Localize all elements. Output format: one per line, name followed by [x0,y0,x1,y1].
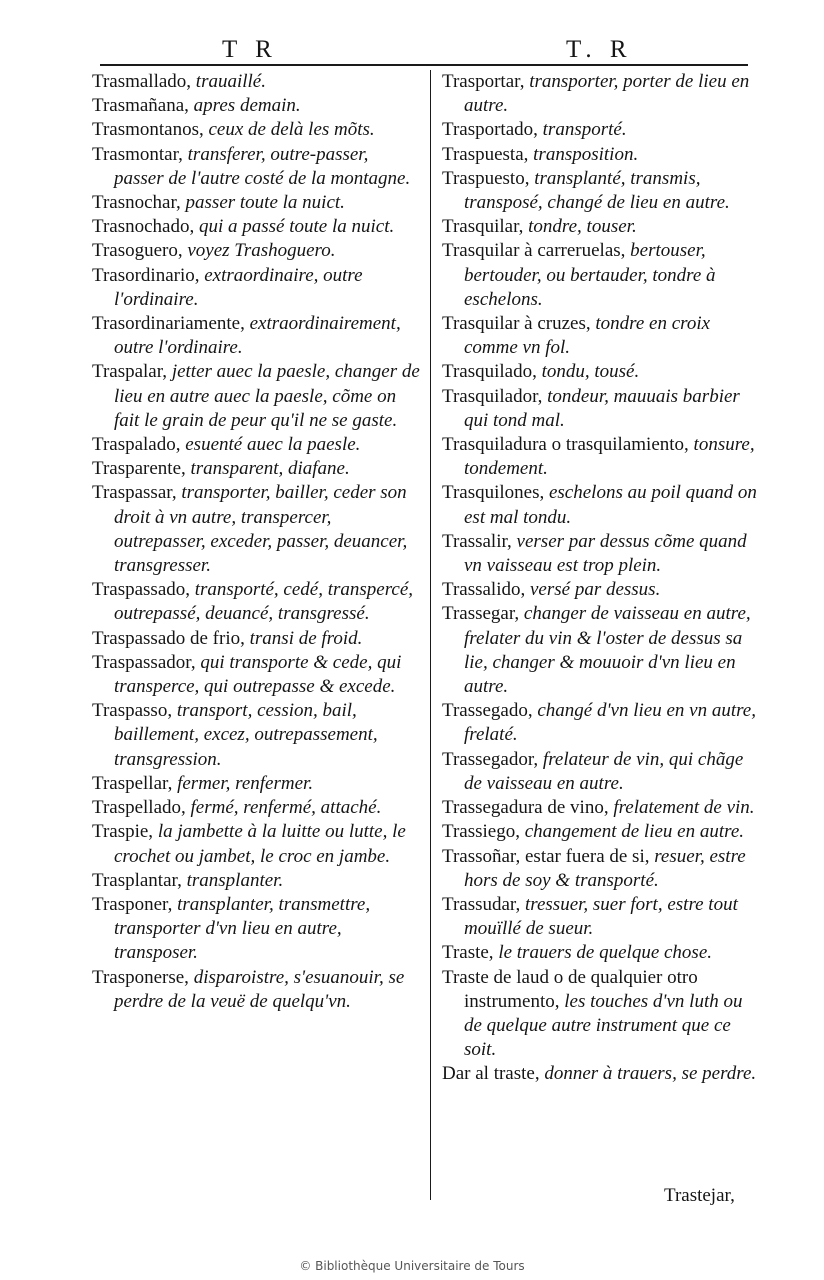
entry-translation: eschelons au poil quand on est mal tondu. [464,482,757,528]
entry-headword: Dar al traste, [442,1063,540,1085]
dictionary-entry [442,239,758,312]
entry-translation: transporter, bailler, ceder son droit à vn autre, transpercer, outrepasser, exceder, passer, deuancer, transgresser. [114,482,408,577]
entry-headword: Traste, [442,942,494,964]
entry-headword: Trasoguero, [92,240,183,262]
entry-translation: transparent, diafane. [190,458,350,480]
dictionary-entry [442,966,758,1063]
entry-translation: fermé, renfermé, attaché. [190,797,382,819]
running-head-left: T R [222,36,278,63]
entry-headword: Trasportado, [442,119,538,141]
entry-headword: Trasnochado, [92,216,195,238]
entry-translation: transporté, cedé, transpercé, outrepassé, deuancé, transgressé. [114,579,414,625]
entry-headword: Trasquiladura o trasquilamiento, [442,434,689,456]
running-head-right: T. R [566,36,633,63]
dictionary-entry [442,748,758,796]
dictionary-entry [92,457,420,481]
entry-translation: passer toute la nuict. [185,192,345,214]
entry-headword: Trasquilado, [442,361,537,383]
dictionary-entry [442,143,758,167]
entry-headword: Trasordinario, [92,264,200,286]
entry-translation: transport, cession, bail, baillement, excez, outrepassement, transgression. [114,700,378,770]
entry-translation: resuer, estre hors de soy & transporté. [464,845,746,891]
dictionary-entry [92,966,420,1014]
entry-translation: tondre en croix comme vn fol. [464,313,711,359]
entry-headword: Traspassar, [92,482,177,504]
entry-translation: tonsure, tondement. [464,434,755,480]
entry-headword: Trasmallado, [92,71,192,92]
entry-headword: Trassudar, [442,893,521,915]
entry-translation: versé par dessus. [529,579,661,601]
dictionary-entry [92,312,420,360]
dictionary-entry [442,602,758,699]
entry-translation: disparoistre, s'esuanouir, se perdre de la veuë de quelqu'vn. [114,966,405,1012]
entry-translation: les touches d'vn luth ou de quelque autre instrument que ce soit. [464,990,743,1061]
dictionary-entry [442,360,758,384]
entry-headword: Traspassado de frio, [92,627,245,649]
entry-headword: Traspuesto, [442,167,530,189]
dictionary-entry [442,1062,758,1086]
entry-translation: transporté. [542,119,627,141]
dictionary-entry [92,699,420,772]
dictionary-entry [92,796,420,820]
catchword: Trastejar, [664,1185,735,1206]
entry-headword: Traspassado, [92,579,190,601]
dictionary-entry [442,118,758,142]
entry-headword: Trassegado, [442,700,533,722]
entry-headword: Trassegar, [442,603,520,625]
entry-translation: la jambette à la luitte ou lutte, le crochet ou jambet, le croc en jambe. [114,821,406,867]
dictionary-entry [92,627,420,651]
entry-headword: Trasquilones, [442,482,545,504]
copyright-footer: © Bibliothèque Universitaire de Tours [299,1259,525,1273]
entry-translation: trauaillé. [195,71,266,92]
dictionary-entry [92,651,420,699]
entry-translation: changement de lieu en autre. [524,821,745,843]
entry-headword: Trassoñar, estar fuera de si, [442,845,650,867]
dictionary-entry [92,70,420,94]
dictionary-entry [442,845,758,893]
dictionary-entry [442,699,758,747]
entry-headword: Trasquilar, [442,216,524,238]
entry-headword: Trasmontanos, [92,119,204,141]
entry-translation: ceux de delà les mõts. [208,119,375,141]
entry-translation: changer de vaisseau en autre, frelater du vin & l'oster de dessus sa lie, changer & mouuoir d'vn lieu en autre. [464,603,751,698]
dictionary-entry [442,70,758,118]
dictionary-entry [92,239,420,263]
dictionary-entry [92,578,420,626]
entry-translation: qui transporte & cede, qui transperce, qui outrepasse & excede. [114,651,402,698]
entry-translation: donner à trauers, se perdre. [544,1063,757,1085]
entry-headword: Trasparente, [92,458,186,480]
entry-translation: transferer, outre-passer, passer de l'autre costé de la montagne. [114,143,411,189]
entry-headword: Traspassador, [92,651,196,673]
entry-headword: Trassalir, [442,530,512,552]
dictionary-entry [92,215,420,239]
dictionary-entry [442,433,758,481]
dictionary-entry [92,820,420,868]
entry-headword: Trassalido, [442,579,526,601]
entry-translation: qui a passé toute la nuict. [198,216,395,238]
entry-headword: Trasquilar à cruzes, [442,313,591,335]
entry-translation: tondre, touser. [528,216,637,238]
entry-headword: Traspellado, [92,797,186,819]
dictionary-entry [92,893,420,966]
header-rule [100,64,748,66]
entry-headword: Traspalado, [92,434,181,456]
entry-translation: le trauers de quelque chose. [498,942,713,964]
entry-headword: Trasplantar, [92,869,182,891]
left-column [92,70,420,1014]
column-divider [430,70,431,1200]
dictionary-entry [442,215,758,239]
entry-translation: transplanté, transmis, transposé, changé de lieu en autre. [464,167,730,214]
entry-translation: transposition. [533,143,639,165]
entry-translation: transi de froid. [249,627,363,649]
entry-headword: Trasmañana, [92,95,189,117]
dictionary-entry [442,385,758,433]
entry-translation: fermer, renfermer. [177,772,314,794]
dictionary-entry [442,530,758,578]
entry-translation: esuenté auec la paesle. [185,434,361,456]
dictionary-entry [92,264,420,312]
right-column [442,70,758,1087]
dictionary-entry [92,143,420,191]
dictionary-entry [442,578,758,602]
entry-headword: Traspie, [92,821,154,843]
entry-translation: verser par dessus cõme quand vn vaisseau est trop plein. [464,530,747,577]
dictionary-entry [92,869,420,893]
entry-headword: Traspuesta, [442,143,529,165]
entry-headword: Trasponer, [92,893,173,915]
entry-headword: Trassiego, [442,821,520,843]
dictionary-entry [92,360,420,433]
entry-headword: Trasportar, [442,71,525,92]
entry-translation: frelateur de vin, qui chãge de vaisseau en autre. [464,748,744,794]
entry-translation: transporter, porter de lieu en autre. [464,71,750,117]
entry-headword: Traspellar, [92,772,173,794]
dictionary-entry [442,167,758,215]
dictionary-entry [92,772,420,796]
dictionary-entry [442,312,758,360]
entry-headword: Traste de laud o de qualquier otro instrumento, [442,966,698,1012]
entry-headword: Traspasso, [92,700,173,722]
entry-translation: voyez Trashoguero. [187,240,336,262]
entry-headword: Trasponerse, [92,966,189,988]
entry-translation: frelatement de vin. [613,797,755,819]
entry-translation: tondeur, mauuais barbier qui tond mal. [464,385,740,431]
entry-translation: extraordinairement, outre l'ordinaire. [114,313,401,359]
entry-translation: transplanter. [186,869,284,891]
dictionary-entry [442,481,758,529]
dictionary-entry [92,191,420,215]
entry-headword: Trasordinariamente, [92,313,245,335]
entry-headword: Trassegador, [442,748,539,770]
entry-translation: bertouser, bertouder, ou bertauder, tondre à eschelons. [464,240,716,310]
dictionary-entry [92,481,420,578]
entry-headword: Traspalar, [92,361,168,383]
dictionary-entry [442,820,758,844]
entry-headword: Trasnochar, [92,192,181,214]
entry-translation: tondu, tousé. [541,361,640,383]
entry-headword: Trasquilador, [442,385,543,407]
page-header [0,0,824,70]
dictionary-entry [442,941,758,965]
entry-headword: Trasmontar, [92,143,183,165]
entry-headword: Trasquilar à carreruelas, [442,240,626,262]
dictionary-entry [92,118,420,142]
entry-translation: apres demain. [193,95,301,117]
dictionary-entry [442,796,758,820]
dictionary-entry [92,94,420,118]
dictionary-entry [442,893,758,941]
entry-translation: extraordinaire, outre l'ordinaire. [114,264,363,310]
entry-headword: Trassegadura de vino, [442,797,609,819]
entry-translation: changé d'vn lieu en vn autre, frelaté. [464,700,756,746]
dictionary-entry [92,433,420,457]
entry-translation: tressuer, suer fort, estre tout mouïllé de sueur. [464,893,738,940]
entry-translation: transplanter, transmettre, transporter d'vn lieu en autre, transposer. [114,893,371,964]
entry-translation: jetter auec la paesle, changer de lieu en autre auec la paesle, cõme on fait le grain de peur qu'il ne se gaste. [114,361,420,431]
